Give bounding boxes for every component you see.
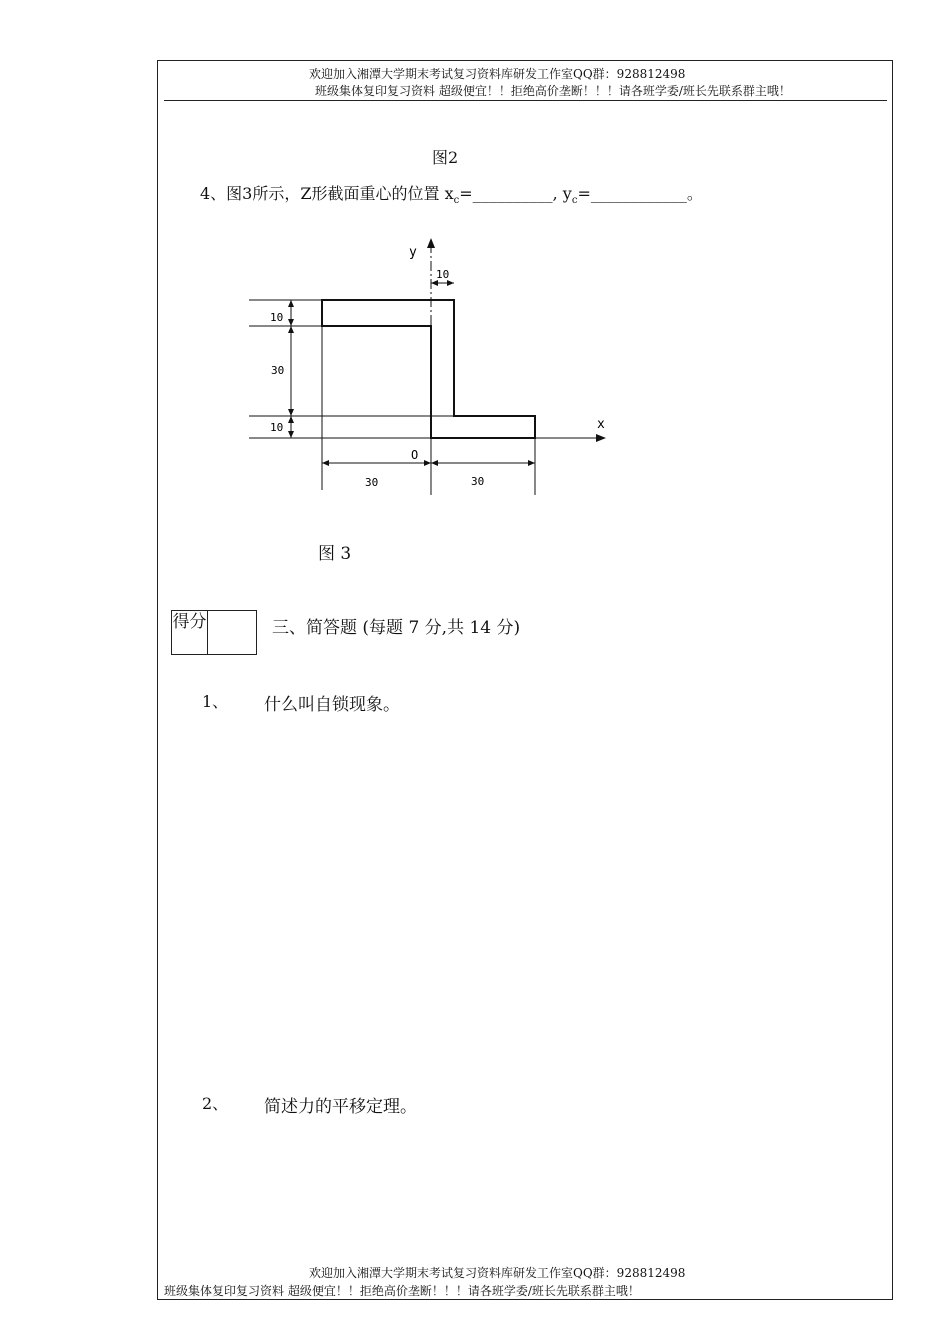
label-origin: O [411, 448, 419, 462]
label-axis-x: x [597, 417, 605, 432]
header-line-2: 班级集体复印复习资料 超级便宜！！拒绝高价垄断！！！请各班学委/班长先联系群主哦！ [315, 84, 791, 98]
score-label: 得分 [172, 611, 208, 654]
footer-line-1: 欢迎加入湘潭大学期末考试复习资料库研发工作室QQ群：928812498 [309, 1266, 686, 1280]
footer-line-2: 班级集体复印复习资料 超级便宜！！拒绝高价垄断！！！请各班学委/班长先联系群主哦！ [164, 1284, 640, 1298]
figure-2-caption: 图2 [432, 148, 459, 167]
section-3-title: 三、简答题 (每题 7 分,共 14 分) [272, 618, 521, 638]
question-4-sub-xc: c [453, 195, 460, 207]
question-4-text: 4、图3所示，Z形截面重心的位置 x [200, 184, 454, 203]
label-bottom-thickness: 10 [270, 421, 284, 434]
header-line-1: 欢迎加入湘潭大学期末考试复习资料库研发工作室QQ群：928812498 [309, 67, 686, 81]
label-top-thickness: 10 [270, 311, 284, 324]
label-left-width: 30 [365, 476, 379, 489]
label-web-height: 30 [271, 364, 285, 377]
x-axis-arrow [596, 434, 606, 442]
question-4-end: =____________。 [577, 184, 703, 203]
question-2-number: 2、 [202, 1094, 229, 1113]
question-4-sub-yc: c [571, 195, 578, 207]
label-top-flange-width: 10 [436, 268, 450, 281]
z-section-outline [322, 300, 535, 438]
y-axis-arrow [427, 238, 435, 248]
score-box [171, 610, 257, 655]
question-1-number: 1、 [202, 692, 229, 711]
label-axis-y: y [409, 245, 417, 260]
figure-3-diagram [0, 0, 950, 560]
question-2-text: 简述力的平移定理。 [264, 1097, 417, 1117]
label-right-width: 30 [471, 475, 485, 488]
question-4-mid: =__________, y [459, 184, 572, 203]
question-1-text: 什么叫自锁现象。 [264, 695, 400, 715]
figure-3-caption: 图 3 [318, 544, 352, 564]
